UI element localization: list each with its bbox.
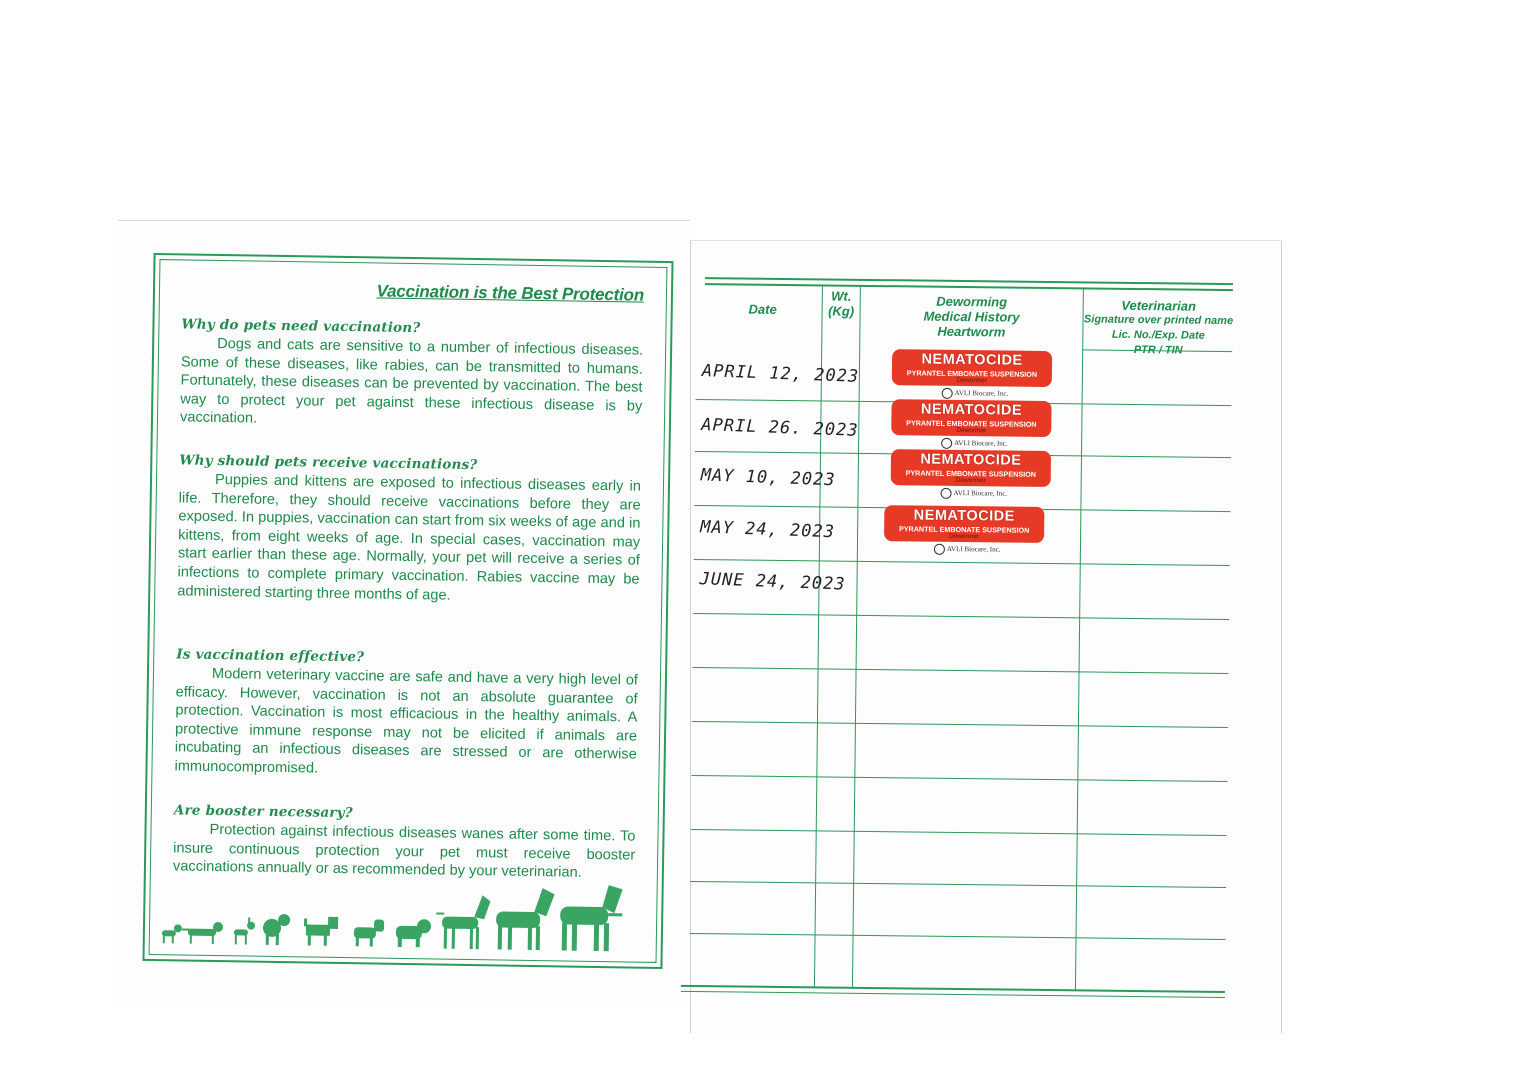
page-title: Vaccination is the Best Protection bbox=[376, 281, 645, 305]
dog-icon bbox=[354, 919, 384, 946]
row-divider bbox=[693, 667, 1229, 674]
sticker-product-desc: PYRANTEL EMBONATE SUSPENSION bbox=[906, 418, 1037, 429]
dog-icon bbox=[182, 921, 223, 944]
row-divider bbox=[693, 613, 1229, 620]
row-divider bbox=[690, 881, 1226, 888]
header-deworming-line: Medical History bbox=[923, 308, 1020, 325]
sticker-maker-name: AVLI Biocare, Inc. bbox=[954, 439, 1008, 448]
entry-date: APRIL 12, 2023 bbox=[701, 361, 860, 387]
dog-icon bbox=[496, 887, 555, 950]
dog-icon bbox=[234, 917, 255, 944]
sticker-product-desc: PYRANTEL EMBONATE SUSPENSION bbox=[898, 524, 1030, 535]
dog-icon bbox=[436, 894, 491, 949]
row-divider bbox=[692, 721, 1228, 728]
sticker-product-type: Dewormer bbox=[955, 476, 986, 485]
row-divider bbox=[694, 559, 1230, 566]
sticker-maker bbox=[941, 438, 1008, 450]
header-weight-line: Wt. bbox=[831, 288, 852, 304]
sticker-maker-name: AVLI Biocare, Inc. bbox=[954, 389, 1009, 398]
maker-logo-icon bbox=[941, 438, 952, 449]
header-vet-line: Lic. No./Exp. Date bbox=[1111, 328, 1205, 342]
faq-section-2 bbox=[177, 452, 641, 607]
faq-section-3 bbox=[174, 646, 638, 783]
dog-icon bbox=[560, 884, 623, 951]
dewormer-sticker bbox=[884, 505, 1045, 557]
dog-icon bbox=[304, 916, 338, 946]
dewormer-sticker bbox=[890, 449, 1051, 501]
header-vet-line: Signature over printed name bbox=[1083, 313, 1234, 328]
sticker-maker-name: AVLI Biocare, Inc. bbox=[953, 489, 1008, 498]
sticker-maker bbox=[942, 388, 1009, 400]
sticker-maker bbox=[940, 488, 1007, 500]
dog-icon bbox=[162, 924, 182, 943]
sticker-product-name: NEMATOCIDE bbox=[920, 451, 1022, 469]
sticker-product-desc: PYRANTEL EMBONATE SUSPENSION bbox=[906, 368, 1038, 379]
faq-question: Is vaccination effective? bbox=[176, 646, 365, 666]
dog-icon bbox=[396, 919, 431, 948]
column-divider bbox=[814, 284, 823, 986]
maker-logo-icon bbox=[940, 488, 951, 499]
header-weight bbox=[823, 288, 860, 318]
column-divider bbox=[1075, 287, 1084, 989]
sticker-product-type: Dewormer bbox=[956, 376, 987, 385]
entry-date: MAY 24, 2023 bbox=[699, 517, 836, 543]
sticker-maker-name: AVLI Biocare, Inc. bbox=[946, 544, 1001, 554]
info-inner-border bbox=[149, 259, 668, 963]
sticker-product-name: NEMATOCIDE bbox=[921, 351, 1023, 369]
header-weight-unit: (Kg) bbox=[828, 303, 855, 319]
faq-answer: Dogs and cats are sensitive to a number of infectious diseases. Some of these diseases, like rabies, can be transmitted to humans. Fortunately, these diseases can be prevented by vaccination. The best way to protect your pet against these infectious disease is by vaccination. bbox=[179, 335, 644, 427]
header-vet-line: PTR / TIN bbox=[1133, 343, 1183, 357]
row-divider bbox=[690, 933, 1226, 940]
dog-icon bbox=[263, 914, 290, 945]
row-divider bbox=[691, 775, 1227, 782]
faq-answer: Puppies and kittens are exposed to infectious diseases early in life. Therefore, they should receive vaccinations before they are exposed. In puppies, vaccination can start from six weeks of age and in kittens, from eight weeks of age. In special cases, vaccination may start earlier than these age. Normally, your pet will receive a series of infections to complete primary vaccination. Rabies vaccine may be administered starting three months of age. bbox=[177, 471, 642, 604]
maker-logo-icon bbox=[942, 388, 953, 399]
faq-question: Are booster necessary? bbox=[173, 802, 353, 822]
deworming-table bbox=[689, 277, 1234, 999]
sticker-product-name: NEMATOCIDE bbox=[920, 401, 1023, 419]
sticker-maker bbox=[934, 544, 1001, 556]
vaccination-info-page bbox=[118, 220, 690, 1007]
dewormer-sticker bbox=[892, 349, 1053, 401]
dog-silhouettes-illustration bbox=[158, 878, 629, 955]
info-frame bbox=[142, 253, 673, 969]
deworming-record-page bbox=[690, 240, 1282, 1033]
entry-date: MAY 10, 2023 bbox=[700, 465, 836, 491]
header-deworming bbox=[860, 293, 1082, 341]
entry-date: JUNE 24, 2023 bbox=[699, 569, 846, 595]
faq-section-1 bbox=[180, 316, 644, 434]
sticker-product-type: Dewormer bbox=[956, 426, 987, 435]
header-date: Date bbox=[748, 301, 777, 317]
header-deworming-line: Heartworm bbox=[937, 323, 1006, 340]
header-vet-line: Veterinarian bbox=[1121, 297, 1197, 314]
table-top-rule bbox=[705, 283, 1233, 291]
faq-question: Why do pets need vaccination? bbox=[181, 316, 421, 337]
header-deworming-line: Deworming bbox=[936, 293, 1008, 310]
sticker-product-desc: PYRANTEL EMBONATE SUSPENSION bbox=[905, 468, 1036, 479]
sticker-product-type: Dewormer bbox=[949, 532, 980, 541]
column-divider bbox=[852, 285, 861, 987]
sticker-product-name: NEMATOCIDE bbox=[913, 507, 1015, 525]
entry-date: APRIL 26. 2023 bbox=[700, 415, 859, 441]
maker-logo-icon bbox=[934, 544, 945, 555]
faq-answer: Modern veterinary vaccine are safe and have a very high level of efficacy. However, vaccination is not an absolute guarantee of protection. Vaccination is most efficacious in the healthy animals. A protective immune response may not be elicited if animals are incubating an infectious diseases are stressed or are otherwise immunocompromised. bbox=[174, 665, 639, 777]
faq-answer: Protection against infectious diseases wanes after some time. To insure continuous protection your pet must receive booster vaccinations annually or as recommended by your veterinarian. bbox=[172, 821, 636, 881]
row-divider bbox=[691, 829, 1227, 836]
faq-question: Why should pets receive vaccinations? bbox=[179, 452, 478, 474]
dewormer-sticker bbox=[891, 399, 1052, 451]
faq-section-4 bbox=[173, 802, 636, 883]
